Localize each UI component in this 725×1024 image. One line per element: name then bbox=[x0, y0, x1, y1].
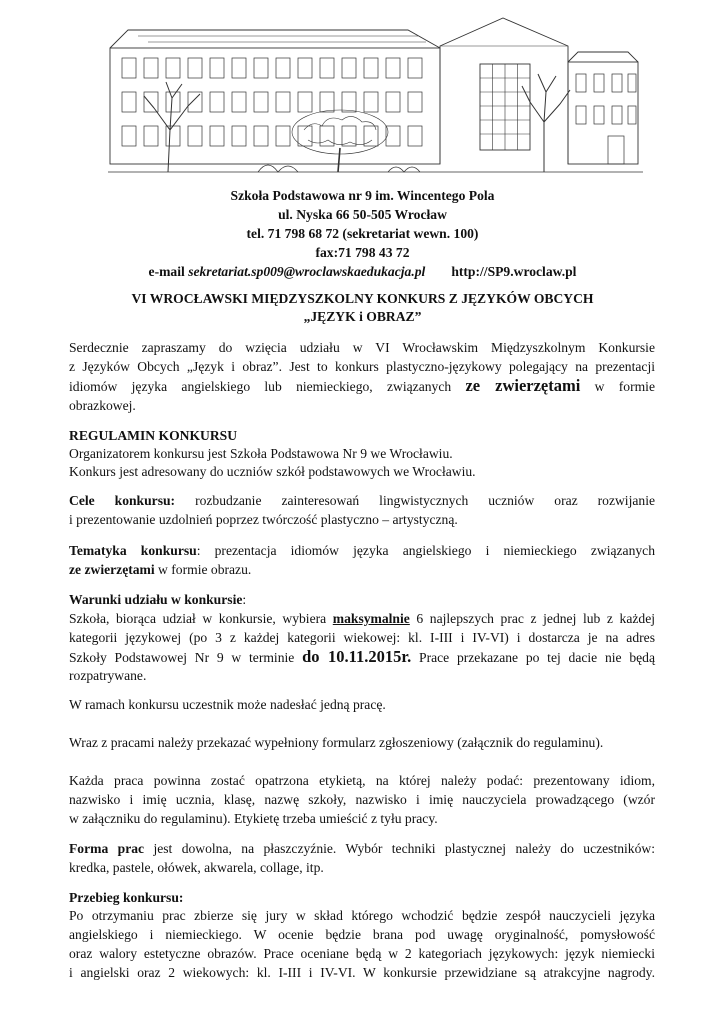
conditions-heading: Warunki udziału w konkursie: bbox=[69, 592, 247, 607]
one-work-note: W ramach konkursu uczestnik może nadesłać jedną pracę. bbox=[69, 697, 386, 712]
intro-line: idiomów języka angielskiego lub niemieckiego, związanych ze zwierzętami w formie bbox=[69, 376, 655, 395]
topic-line: Tematyka konkursu: prezentacja idiomów języka angielskiego i niemieckiego związanych bbox=[69, 543, 655, 558]
intro-line: Serdecznie zapraszamy do wzięcia udziału w VI Wrocławskim Międzyszkolnym Konkursie bbox=[69, 340, 655, 355]
procedure-line: i angielski oraz 2 wiekowych: kl. I-III i IV-VI. W konkursie przewidziane są atrakcyjne nagrody. bbox=[69, 965, 655, 980]
website-link[interactable]: http://SP9.wroclaw.pl bbox=[451, 264, 577, 279]
max-emphasis: maksymalnie bbox=[332, 611, 410, 626]
contact-line bbox=[0, 262, 725, 281]
procedure-line: oraz walory estetyczne obrazów. Prace oceniane będą w 2 kategoriach językowych: język niemiecki bbox=[69, 946, 655, 961]
school-fax: fax:71 798 43 72 bbox=[315, 245, 410, 260]
format-line: Forma prac jest dowolna, na płaszczyźnie. Wybór techniki plastycznej należy do uczestników: bbox=[69, 841, 655, 856]
contest-title: VI WROCŁAWSKI MIĘDZYSZKOLNY KONKURS Z JĘZYKÓW OBCYCH bbox=[131, 291, 594, 306]
label-info-line: w załączniku do regulaminu). Etykietę trzeba umieścić z tyłu pracy. bbox=[69, 811, 438, 826]
intro-line: obrazkowej. bbox=[69, 398, 136, 413]
conditions-line: rozpatrywane. bbox=[69, 668, 147, 683]
label-info-line: Każda praca powinna zostać opatrzona etykietą, na której należy podać: prezentowany idiom, bbox=[69, 773, 655, 788]
procedure-line: Po otrzymaniu prac zbierze się jury w skład którego wchodzić będzie zespół nauczycieli języka bbox=[69, 908, 655, 923]
rules-heading: REGULAMIN KONKURSU bbox=[69, 428, 238, 443]
topic-line: ze zwierzętami w formie obrazu. bbox=[69, 562, 252, 577]
rules-audience: Konkurs jest adresowany do uczniów szkół podstawowych we Wrocławiu. bbox=[69, 464, 476, 479]
conditions-line: Szkoła, biorąca udział w konkursie, wybiera maksymalnie 6 najlepszych prac z jednej lub z każdej bbox=[69, 611, 656, 626]
procedure-heading: Przebieg konkursu: bbox=[69, 890, 184, 905]
goals-line: Cele konkursu: rozbudzanie zainteresowań lingwistycznych uczniów oraz rozwijanie bbox=[69, 493, 656, 508]
school-phone: tel. 71 798 68 72 (sekretariat wewn. 100) bbox=[246, 226, 479, 241]
format-label: Forma prac bbox=[69, 841, 145, 856]
school-name: Szkoła Podstawowa nr 9 im. Wincentego Pola bbox=[230, 188, 495, 203]
intro-line: z Języków Obcych „Język i obraz”. Jest to konkurs plastyczno-językowy polegający na prezentacji bbox=[69, 359, 655, 374]
procedure-line: angielskiego i niemieckiego. W ocenie będzie brana pod uwagę oryginalność, pomysłowość bbox=[69, 927, 655, 942]
topic-label: Tematyka konkursu bbox=[69, 543, 197, 558]
deadline-date: do 10.11.2015r. bbox=[302, 647, 412, 666]
format-line: kredka, pastele, ołówek, akwarela, collage, itp. bbox=[69, 860, 324, 875]
label-info-line: nazwisko i imię ucznia, klasę, nazwę szkoły, nazwisko i imię nauczyciela prowadzącego (wzór bbox=[69, 792, 655, 807]
goals-label: Cele konkursu: bbox=[69, 493, 176, 508]
email-address[interactable]: sekretariat.sp009@wroclawskaedukacja.pl bbox=[188, 264, 426, 279]
school-address: ul. Nyska 66 50-505 Wrocław bbox=[278, 207, 447, 222]
conditions-line: Szkoły Podstawowej Nr 9 w terminie do 10.11.2015r. Prace przekazane po tej dacie nie będą bbox=[69, 647, 655, 666]
contest-subtitle: „JĘZYK i OBRAZ” bbox=[303, 309, 422, 324]
conditions-line: kategorii językowej (po 3 z każdej kategorii wiekowej: kl. I-III i IV-VI) i dostarcza je na adres bbox=[69, 630, 655, 645]
form-note: Wraz z pracami należy przekazać wypełniony formularz zgłoszeniowy (załącznik do regulaminu). bbox=[69, 735, 604, 750]
rules-organizer: Organizatorem konkursu jest Szkoła Podstawowa Nr 9 we Wrocławiu. bbox=[69, 446, 453, 461]
goals-line: i prezentowanie uzdolnień poprzez twórczość plastyczno – artystyczną. bbox=[69, 512, 458, 527]
animals-emphasis: ze zwierzętami bbox=[465, 376, 581, 395]
email-label: e-mail bbox=[148, 264, 189, 279]
school-building-sketch bbox=[108, 12, 643, 180]
